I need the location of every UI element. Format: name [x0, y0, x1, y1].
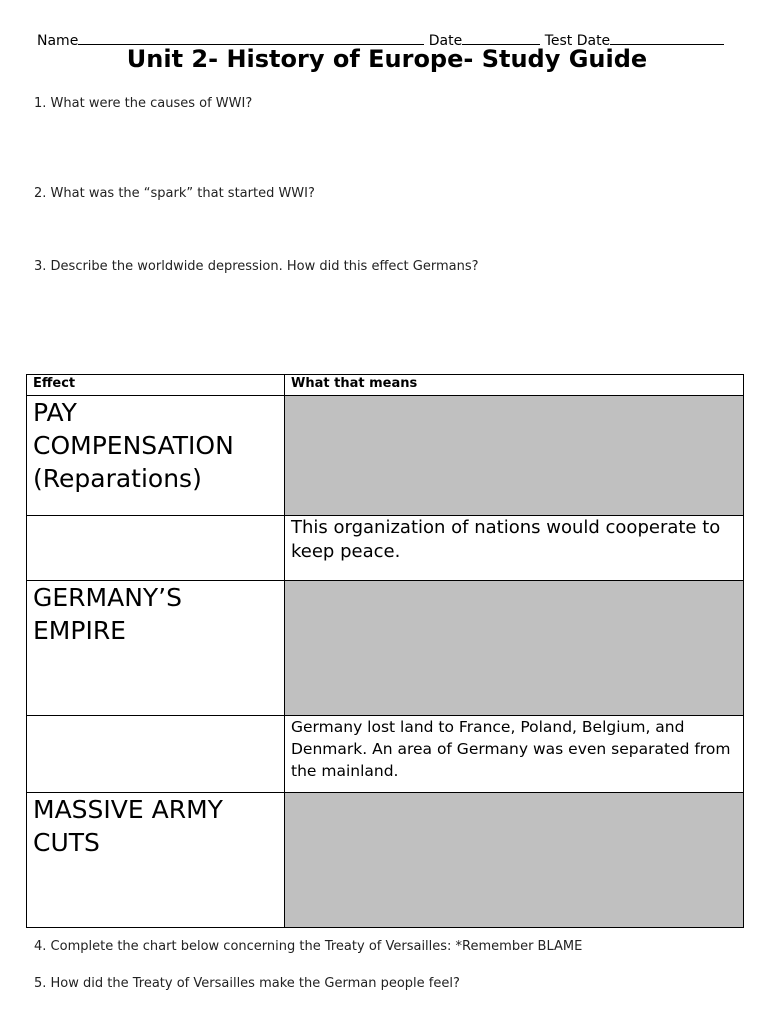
- meaning-cell-blank[interactable]: [285, 581, 744, 716]
- meaning-cell-blank[interactable]: [285, 396, 744, 516]
- meaning-cell: This organization of nations would cooperate to keep peace.: [285, 516, 744, 581]
- table-row: [27, 516, 744, 581]
- meaning-cell: Germany lost land to France, Poland, Belgium, and Denmark. An area of Germany was even separated from the mainland.: [285, 716, 744, 793]
- table-row: [27, 793, 744, 928]
- header-meaning: What that means: [285, 375, 744, 396]
- question-2: 2. What was the “spark” that started WWI?: [34, 186, 315, 201]
- table-header-row: [27, 375, 744, 396]
- date-blank[interactable]: [462, 30, 540, 45]
- test-date-blank[interactable]: [610, 30, 724, 45]
- table-row: [27, 396, 744, 516]
- name-label: Name: [37, 33, 79, 49]
- test-date-label: Test Date: [544, 33, 611, 49]
- treaty-chart: [26, 374, 744, 928]
- question-5: 5. How did the Treaty of Versailles make the German people feel?: [34, 976, 460, 991]
- table-row: [27, 581, 744, 716]
- date-label: Date: [428, 33, 463, 49]
- effect-cell-blank[interactable]: [27, 716, 285, 793]
- question-4: 4. Complete the chart below concerning the Treaty of Versailles: *Remember BLAME: [34, 939, 583, 954]
- question-3: 3. Describe the worldwide depression. How did this effect Germans?: [34, 259, 479, 274]
- effect-cell: GERMANY’S EMPIRE: [27, 581, 285, 716]
- effect-cell: PAY COMPENSATION (Reparations): [27, 396, 285, 516]
- header-effect: Effect: [27, 375, 285, 396]
- meaning-cell-blank[interactable]: [285, 793, 744, 928]
- table-row: [27, 716, 744, 793]
- effect-cell-blank[interactable]: [27, 516, 285, 581]
- effect-cell: MASSIVE ARMY CUTS: [27, 793, 285, 928]
- name-blank[interactable]: [78, 30, 424, 45]
- question-1: 1. What were the causes of WWI?: [34, 96, 253, 111]
- page-title: Unit 2- History of Europe- Study Guide: [126, 45, 648, 73]
